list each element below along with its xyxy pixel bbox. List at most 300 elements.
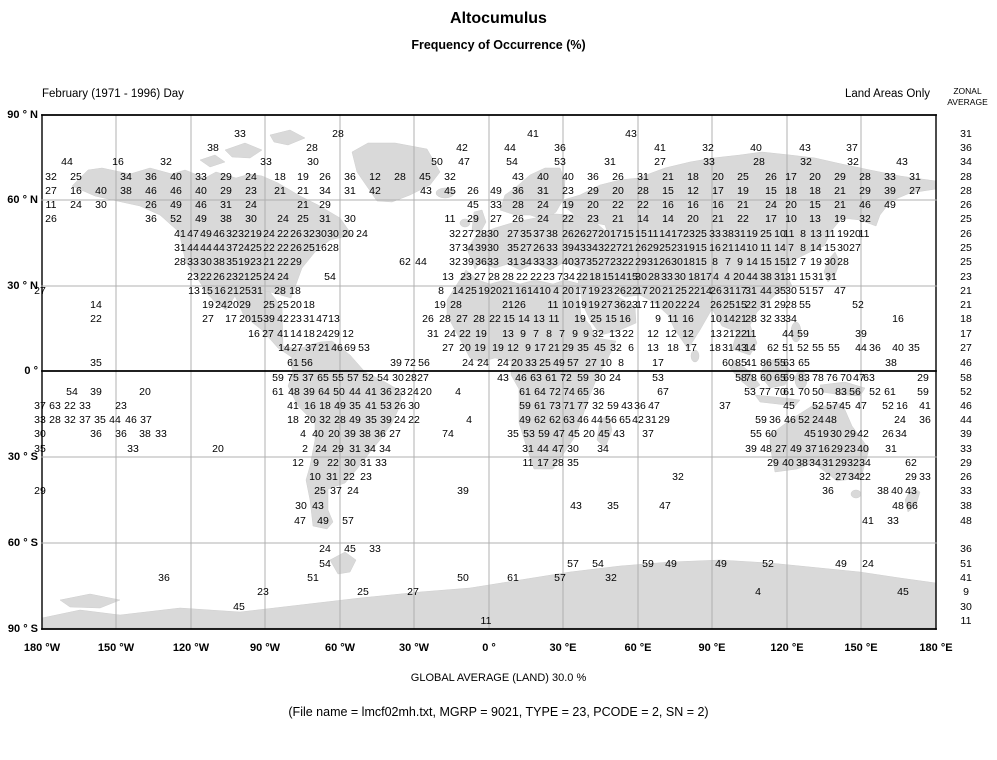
grid-value: 8 <box>438 285 444 297</box>
grid-value: 39 <box>90 386 102 398</box>
grid-value: 23 <box>562 185 574 197</box>
grid-value: 22 <box>622 256 634 268</box>
grid-value: 29 <box>831 443 843 455</box>
grid-value: 22 <box>489 313 501 325</box>
grid-value: 40 <box>891 485 903 497</box>
zonal-average-value: 17 <box>960 328 972 340</box>
grid-value: 13 <box>328 313 340 325</box>
grid-value: 15 <box>765 185 777 197</box>
grid-value: 10 <box>539 285 551 297</box>
grid-value: 63 <box>530 372 542 384</box>
grid-value: 27 <box>389 428 401 440</box>
lon-axis-label: 150 °E <box>844 642 878 654</box>
grid-value: 36 <box>822 485 834 497</box>
grid-value: 25 <box>675 285 687 297</box>
grid-value: 8 <box>800 242 806 254</box>
grid-value: 20 <box>809 171 821 183</box>
grid-value: 43 <box>512 171 524 183</box>
grid-value: 37 <box>642 428 654 440</box>
grid-value: 19 <box>834 213 846 225</box>
grid-value: 32 <box>598 242 610 254</box>
lat-axis-label: 60 ° S <box>7 537 38 549</box>
grid-value: 35 <box>365 414 377 426</box>
grid-value: 11 <box>783 228 795 240</box>
grid-value: 36 <box>145 213 157 225</box>
grid-value: 21 <box>502 299 514 311</box>
grid-value: 4 <box>553 285 559 297</box>
grid-value: 24 <box>347 485 359 497</box>
grid-value: 57 <box>567 357 579 369</box>
grid-value: 32 <box>303 228 315 240</box>
grid-value: 52 <box>797 342 809 354</box>
grid-value: 33 <box>884 171 896 183</box>
grid-value: 21 <box>227 285 239 297</box>
grid-value: 30 <box>785 285 797 297</box>
grid-value: 37 <box>805 443 817 455</box>
grid-value: 32 <box>160 156 172 168</box>
grid-value: 60 <box>722 357 734 369</box>
grid-value: 33 <box>234 128 246 140</box>
grid-value: 15 <box>251 313 263 325</box>
grid-value: 18 <box>287 414 299 426</box>
grid-value: 4 <box>300 428 306 440</box>
grid-value: 26 <box>533 242 545 254</box>
lon-axis-label: 180 °W <box>23 642 61 654</box>
grid-value: 11 <box>480 615 492 627</box>
grid-value: 20 <box>583 428 595 440</box>
grid-value: 11 <box>522 457 534 469</box>
grid-value: 31 <box>722 342 734 354</box>
grid-value: 21 <box>238 271 250 283</box>
grid-value: 34 <box>563 271 575 283</box>
grid-value: 49 <box>334 400 346 412</box>
grid-value: 32 <box>238 228 250 240</box>
grid-value: 18 <box>319 400 331 412</box>
grid-value: 30 <box>315 228 327 240</box>
grid-value: 20 <box>849 228 861 240</box>
page-title: Altocumulus <box>450 10 547 27</box>
grid-value: 41 <box>365 400 377 412</box>
lon-axis-label: 60 °W <box>324 642 356 654</box>
grid-value: 24 <box>688 299 700 311</box>
zonal-average-value: 38 <box>960 500 972 512</box>
grid-value: 24 <box>407 386 419 398</box>
grid-value: 16 <box>662 199 674 211</box>
grid-value: 33 <box>187 256 199 268</box>
grid-value: 55 <box>774 357 786 369</box>
grid-value: 47 <box>648 400 660 412</box>
grid-value: 31 <box>604 156 616 168</box>
grid-value: 52 <box>812 400 824 412</box>
page-subtitle: Frequency of Occurrence (%) <box>411 38 586 52</box>
grid-value: 39 <box>380 414 392 426</box>
grid-value: 20 <box>587 199 599 211</box>
grid-value: 18 <box>709 342 721 354</box>
grid-value: 52 <box>170 213 182 225</box>
grid-value: 32 <box>847 156 859 168</box>
grid-value: 60 <box>765 428 777 440</box>
grid-value: 16 <box>712 199 724 211</box>
grid-value: 16 <box>214 285 226 297</box>
grid-value: 8 <box>546 328 552 340</box>
grid-value: 19 <box>737 185 749 197</box>
grid-value: 69 <box>344 342 356 354</box>
grid-value: 54 <box>506 156 518 168</box>
grid-value: 21 <box>662 285 674 297</box>
grid-value: 19 <box>474 342 486 354</box>
grid-value: 14 <box>278 342 290 354</box>
grid-value: 10 <box>774 228 786 240</box>
grid-value: 27 <box>407 586 419 598</box>
grid-value: 43 <box>574 242 586 254</box>
grid-value: 28 <box>405 372 417 384</box>
grid-value: 59 <box>607 400 619 412</box>
zonal-average-value: 44 <box>960 414 972 426</box>
grid-value: 14 <box>614 271 626 283</box>
grid-value: 15 <box>622 228 634 240</box>
grid-value: 44 <box>415 256 427 268</box>
grid-value: 45 <box>897 586 909 598</box>
grid-value: 49 <box>790 443 802 455</box>
grid-value: 11 <box>444 213 456 225</box>
grid-value: 13 <box>188 285 200 297</box>
grid-value: 22 <box>675 299 687 311</box>
grid-value: 15 <box>735 299 747 311</box>
grid-value: 12 <box>682 328 694 340</box>
grid-value: 17 <box>785 171 797 183</box>
grid-value: 24 <box>356 228 368 240</box>
grid-value: 24 <box>444 328 456 340</box>
grid-value: 22 <box>745 299 757 311</box>
grid-value: 22 <box>626 285 638 297</box>
grid-value: 61 <box>884 386 896 398</box>
grid-value: 35 <box>507 242 519 254</box>
grid-value: 22 <box>637 199 649 211</box>
grid-value: 17 <box>700 271 712 283</box>
grid-value: 65 <box>577 386 589 398</box>
grid-value: 31 <box>745 285 757 297</box>
grid-value: 33 <box>546 242 558 254</box>
grid-value: 29 <box>319 199 331 211</box>
grid-value: 20 <box>304 414 316 426</box>
grid-value: 74 <box>442 428 454 440</box>
grid-value: 34 <box>120 171 132 183</box>
grid-value: 16 <box>515 285 527 297</box>
grid-value: 15 <box>503 313 515 325</box>
grid-value: 55 <box>812 342 824 354</box>
grid-value: 13 <box>442 271 454 283</box>
grid-value: 35 <box>567 457 579 469</box>
grid-value: 31 <box>251 285 263 297</box>
grid-value: 38 <box>546 228 558 240</box>
lat-axis-label: 30 ° S <box>7 451 38 463</box>
grid-value: 54 <box>319 558 331 570</box>
grid-value: 43 <box>420 185 432 197</box>
grid-value: 22 <box>530 271 542 283</box>
grid-value: 11 <box>45 199 57 211</box>
grid-value: 71 <box>563 400 575 412</box>
grid-value: 29 <box>658 414 670 426</box>
grid-value: 36 <box>919 414 931 426</box>
grid-value: 23 <box>543 271 555 283</box>
grid-value: 39 <box>475 242 487 254</box>
grid-value: 25 <box>250 271 262 283</box>
grid-value: 21 <box>834 199 846 211</box>
grid-value: 22 <box>277 256 289 268</box>
grid-value: 28 <box>274 285 286 297</box>
grid-value: 24 <box>537 213 549 225</box>
grid-value: 13 <box>647 342 659 354</box>
grid-value: 28 <box>394 171 406 183</box>
grid-value: 22 <box>327 457 339 469</box>
grid-value: 25 <box>659 242 671 254</box>
grid-value: 33 <box>533 256 545 268</box>
grid-value: 31 <box>344 185 356 197</box>
grid-value: 45 <box>839 400 851 412</box>
grid-value: 46 <box>859 199 871 211</box>
grid-value: 36 <box>344 171 356 183</box>
zonal-average-value: 28 <box>960 171 972 183</box>
grid-value: 27 <box>456 313 468 325</box>
zonal-average-value: 51 <box>960 558 972 570</box>
grid-value: 14 <box>518 313 530 325</box>
grid-value: 24 <box>277 213 289 225</box>
grid-value: 23 <box>610 256 622 268</box>
grid-value: 13 <box>502 328 514 340</box>
grid-value: 14 <box>290 328 302 340</box>
grid-value: 24 <box>238 242 250 254</box>
grid-value: 4 <box>755 586 761 598</box>
grid-value: 20 <box>459 342 471 354</box>
grid-value: 76 <box>826 372 838 384</box>
grid-value: 37 <box>226 242 238 254</box>
grid-value: 23 <box>394 386 406 398</box>
grid-value: 28 <box>837 256 849 268</box>
grid-value: 20 <box>562 285 574 297</box>
grid-value: 28 <box>306 142 318 154</box>
grid-value: 52 <box>882 400 894 412</box>
grid-value: 37 <box>846 142 858 154</box>
grid-value: 41 <box>277 328 289 340</box>
grid-value: 63 <box>49 400 61 412</box>
grid-value: 31 <box>507 256 519 268</box>
grid-value: 62 <box>534 414 546 426</box>
grid-value: 47 <box>853 372 865 384</box>
grid-value: 21 <box>502 285 514 297</box>
grid-value: 59 <box>519 400 531 412</box>
grid-value: 18 <box>688 271 700 283</box>
grid-value: 35 <box>908 342 920 354</box>
grid-value: 18 <box>667 342 679 354</box>
grid-value: 4 <box>724 271 730 283</box>
lat-axis-label: 0 ° <box>24 365 38 377</box>
grid-value: 33 <box>709 228 721 240</box>
grid-value: 32 <box>449 256 461 268</box>
grid-value: 37 <box>719 400 731 412</box>
grid-value: 14 <box>774 242 786 254</box>
grid-value: 36 <box>90 428 102 440</box>
grid-value: 21 <box>722 242 734 254</box>
grid-value: 52 <box>762 558 774 570</box>
grid-value: 29 <box>859 185 871 197</box>
grid-value: 27 <box>45 185 57 197</box>
grid-value: 27 <box>598 256 610 268</box>
grid-value: 48 <box>825 414 837 426</box>
grid-value: 48 <box>892 500 904 512</box>
grid-value: 18 <box>274 171 286 183</box>
grid-value: 39 <box>855 328 867 340</box>
grid-value: 55 <box>332 372 344 384</box>
grid-value: 32 <box>592 400 604 412</box>
grid-value: 49 <box>884 199 896 211</box>
grid-value: 20 <box>290 299 302 311</box>
grid-value: 46 <box>331 342 343 354</box>
grid-value: 52 <box>852 299 864 311</box>
grid-value: 31 <box>637 171 649 183</box>
grid-value: 16 <box>248 328 260 340</box>
grid-value: 34 <box>848 471 860 483</box>
grid-value: 32 <box>226 228 238 240</box>
grid-value: 15 <box>774 256 786 268</box>
grid-value: 51 <box>782 342 794 354</box>
grid-value: 26 <box>467 185 479 197</box>
grid-value: 17 <box>735 285 747 297</box>
grid-value: 18 <box>303 328 315 340</box>
grid-value: 34 <box>319 185 331 197</box>
grid-value: 41 <box>919 400 931 412</box>
grid-value: 29 <box>328 328 340 340</box>
grid-value: 34 <box>586 242 598 254</box>
grid-value: 11 <box>760 242 772 254</box>
global-average-label: GLOBAL AVERAGE (LAND) 30.0 % <box>410 672 587 684</box>
grid-value: 19 <box>250 228 262 240</box>
grid-value: 52 <box>869 386 881 398</box>
grid-value: 15 <box>824 242 836 254</box>
lat-axis-label: 30 ° N <box>7 280 38 292</box>
grid-value: 37 <box>305 342 317 354</box>
grid-value: 55 <box>799 299 811 311</box>
grid-value: 19 <box>434 299 446 311</box>
grid-value: 49 <box>665 558 677 570</box>
grid-value: 21 <box>662 171 674 183</box>
grid-value: 62 <box>905 457 917 469</box>
grid-value: 37 <box>140 414 152 426</box>
grid-value: 11 <box>745 328 757 340</box>
grid-value: 23 <box>250 256 262 268</box>
grid-value: 26 <box>710 299 722 311</box>
grid-value: 53 <box>652 372 664 384</box>
grid-value: 10 <box>785 213 797 225</box>
grid-value: 20 <box>662 299 674 311</box>
grid-value: 26 <box>319 171 331 183</box>
grid-value: 11 <box>547 299 559 311</box>
grid-value: 44 <box>349 386 361 398</box>
grid-value: 26 <box>512 213 524 225</box>
grid-value: 31 <box>220 199 232 211</box>
grid-value: 57 <box>554 572 566 584</box>
grid-value: 30 <box>824 256 836 268</box>
grid-value: 20 <box>612 185 624 197</box>
grid-value: 45 <box>568 428 580 440</box>
grid-value: 32 <box>45 171 57 183</box>
grid-value: 22 <box>343 471 355 483</box>
grid-value: 27 <box>34 285 46 297</box>
grid-value: 23 <box>844 443 856 455</box>
grid-value: 13 <box>710 328 722 340</box>
grid-value: 25 <box>70 171 82 183</box>
grid-value: 12 <box>342 328 354 340</box>
grid-value: 15 <box>605 313 617 325</box>
grid-value: 15 <box>799 271 811 283</box>
grid-value: 36 <box>587 171 599 183</box>
grid-value: 45 <box>444 185 456 197</box>
grid-value: 28 <box>785 299 797 311</box>
grid-value: 44 <box>187 242 199 254</box>
zonal-average-value: 58 <box>960 372 972 384</box>
grid-value: 10 <box>600 357 612 369</box>
grid-value: 27 <box>490 213 502 225</box>
grid-value: 21 <box>318 342 330 354</box>
grid-value: 30 <box>327 228 339 240</box>
grid-value: 62 <box>549 414 561 426</box>
grid-value: 4 <box>713 271 719 283</box>
grid-value: 33 <box>919 471 931 483</box>
grid-value: 33 <box>260 156 272 168</box>
grid-value: 16 <box>682 313 694 325</box>
grid-value: 25 <box>539 357 551 369</box>
grid-value: 31 <box>647 256 659 268</box>
grid-value: 44 <box>109 414 121 426</box>
grid-value: 38 <box>760 271 772 283</box>
grid-value: 43 <box>613 428 625 440</box>
grid-value: 49 <box>553 357 565 369</box>
grid-value: 10 <box>309 471 321 483</box>
grid-value: 32 <box>319 414 331 426</box>
grid-value: 49 <box>195 213 207 225</box>
grid-value: 32 <box>859 213 871 225</box>
grid-value: 25 <box>297 213 309 225</box>
zonal-average-value: 21 <box>960 285 972 297</box>
grid-value: 27 <box>520 242 532 254</box>
grid-value: 16 <box>315 242 327 254</box>
grid-value: 30 <box>487 242 499 254</box>
zonal-average-value: 29 <box>960 457 972 469</box>
grid-value: 27 <box>775 443 787 455</box>
grid-value: 40 <box>562 256 574 268</box>
grid-value: 24 <box>263 271 275 283</box>
grid-value: 28 <box>473 313 485 325</box>
grid-value: 30 <box>295 500 307 512</box>
grid-value: 22 <box>688 285 700 297</box>
grid-value: 20 <box>328 428 340 440</box>
grid-value: 40 <box>195 185 207 197</box>
grid-value: 15 <box>695 242 707 254</box>
grid-value: 47 <box>316 313 328 325</box>
grid-value: 78 <box>745 372 757 384</box>
grid-value: 29 <box>220 185 232 197</box>
grid-value: 24 <box>862 558 874 570</box>
grid-value: 55 <box>828 342 840 354</box>
grid-value: 14 <box>527 285 539 297</box>
grid-value: 69 <box>783 372 795 384</box>
grid-value: 20 <box>139 386 151 398</box>
grid-value: 20 <box>511 357 523 369</box>
grid-value: 11 <box>858 228 870 240</box>
grid-value: 22 <box>622 328 634 340</box>
zonal-average-value: 33 <box>960 485 972 497</box>
grid-value: 39 <box>745 443 757 455</box>
grid-value: 24 <box>497 357 509 369</box>
